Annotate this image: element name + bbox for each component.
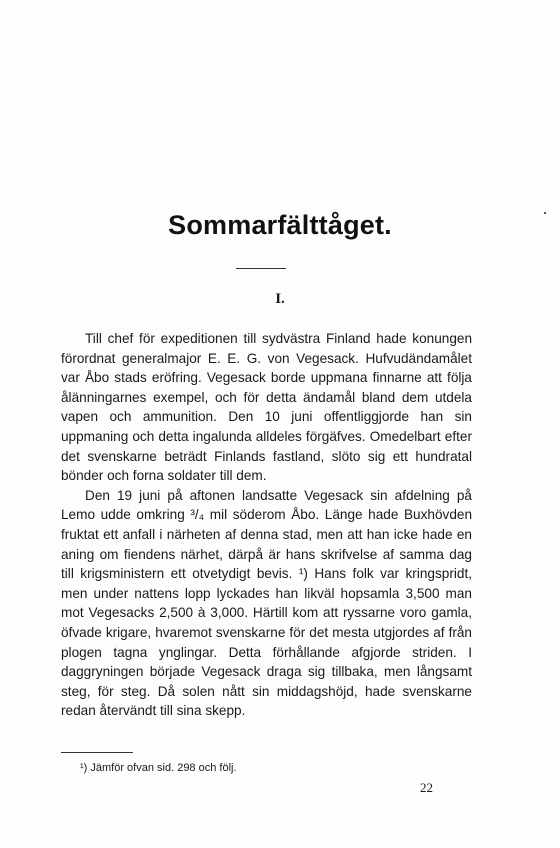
title-divider [236, 268, 286, 269]
page-number: 22 [420, 780, 433, 795]
page-title: Sommarfälttåget. [168, 210, 392, 240]
body-text [61, 329, 472, 721]
chapter-number: I. [275, 291, 285, 307]
footnote-divider [61, 752, 133, 753]
paragraph-1: Till chef för expeditionen till sydvästra Finland hade konungen förordnat generalmajor E. E. G. von Vegesack. Hufvudändamålet var Åbo stads eröfring. Vegesack borde uppmana finnarne att följa ålänningarnes exempel, och för detta ändamål bland dem utdela vapen och ammunition. Den 10 juni offentliggjorde han sin uppmaning och detta ingalunda alldeles förgäfves. Omedelbart efter det svenskarne beträdt Finlands fastland, slöto sig ett hundratal bönder och forna soldater till dem. [61, 331, 472, 484]
paragraph-2: Den 19 juni på aftonen landsatte Vegesack sin afdelning på Lemo udde omkring ³/₄ mil söderom Åbo. Länge hade Buxhövden fruktat ett anfall i närheten af denna stad, men att han icke hade en aning om fiendens närhet, därpå är hans skrifvelse af samma dag till krigsministern ett otvetydigt bevis. ¹) Hans folk var kringspridt, men under nattens lopp lyckades han likväl hopsamla 3,500 man mot Vegesacks 2,500 à 3,000. Härtill kom att ryssarne voro gamla, öfvade krigare, hvaremot svenskarne för det mesta utgjordes af från plogen tagna ynglingar. Detta förhållande afgjorde striden. I daggryningen började Vegesack draga sig tillbaka, men långsamt steg, för steg. Då solen nått sin middagshöjd, hade svenskarne redan återvändt till sina skepp. [61, 487, 472, 719]
footnote: ¹) Jämför ofvan sid. 298 och följ. [80, 762, 237, 774]
